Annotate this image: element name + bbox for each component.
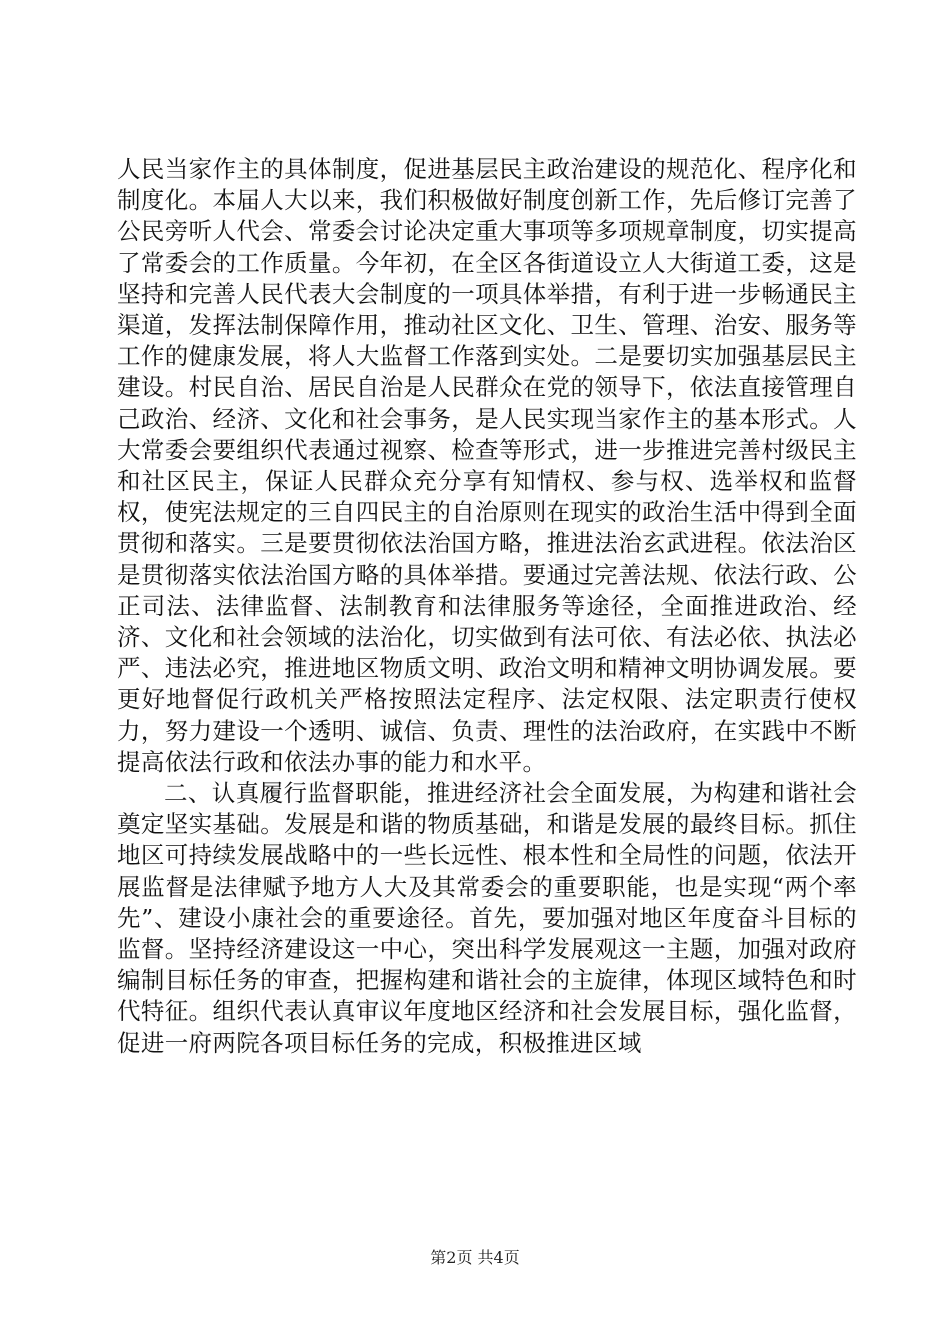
paragraph-1: 人民当家作主的具体制度，促进基层民主政治建设的规范化、程序化和制度化。本届人大以来，我们积极做好制度创新工作，先后修订完善了公民旁听人代会、常委会讨论决定重大事项等多项规章制度，切实提高了常委会的工作质量。今年初，在全区各街道设立人大街道工委，这是坚持和完善人民代表大会制度的一项具体举措，有利于进一步畅通民主渠道，发挥法制保障作用，推动社区文化、卫生、管理、治安、服务等工作的健康发展，将人大监督工作落到实处。二是要切实加强基层民主建设。村民自治、居民自治是人民群众在党的领导下，依法直接管理自己政治、经济、文化和社会事务，是人民实现当家作主的基本形式。人大常委会要组织代表通过视察、检查等形式，进一步推进完善村级民主和社区民主，保证人民群众充分享有知情权、参与权、选举权和监督权，使宪法规定的三自四民主的自治原则在现实的政治生活中得到全面贯彻和落实。三是要贯彻依法治国方略，推进法治玄武进程。依法治区是贯彻落实依法治国方略的具体举措。要通过完善法规、依法行政、公正司法、法律监督、法制教育和法律服务等途径，全面推进政治、经济、文化和社会领域的法治化，切实做到有法可依、有法必依、执法必严、违法必究，推进地区物质文明、政治文明和精神文明协调发展。要更好地督促行政机关严格按照法定程序、法定权限、法定职责行使权力，努力建设一个透明、诚信、负责、理性的法治政府，在实践中不断提高依法行政和依法办事的能力和水平。 [117,155,857,776]
page-footer: 第2页 共4页 [430,1248,520,1267]
paragraph-2: 二、认真履行监督职能，推进经济社会全面发展，为构建和谐社会奠定坚实基础。发展是和谐的物质基础，和谐是发展的最终目标。抓住地区可持续发展战略中的一些长远性、根本性和全局性的问题，依法开展监督是法律赋予地方人大及其常委会的重要职能，也是实现“两个率先”、建设小康社会的重要途径。首先，要加强对地区年度奋斗目标的监督。坚持经济建设这一中心，突出科学发展观这一主题，加强对政府编制目标任务的审查，把握构建和谐社会的主旋律，体现区域特色和时代特征。组织代表认真审议年度地区经济和社会发展目标，强化监督，促进一府两院各项目标任务的完成，积极推进区域 [117,779,857,1057]
body-text [117,154,857,1059]
